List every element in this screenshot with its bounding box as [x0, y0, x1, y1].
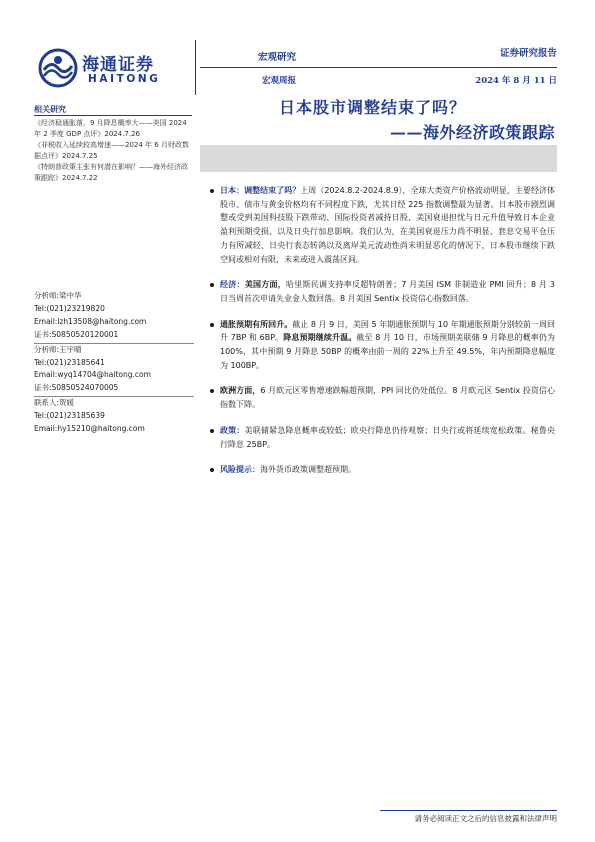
bullet-text: 截止 8 月 9 日，美国 5 年期通胀预期与 10 年期通胀预期分别较前一周回升 7BP 和 6BP。 — [220, 319, 556, 343]
analyst-cert: 证书:S0850524070005 — [34, 383, 119, 393]
bullet-label: 经济： — [220, 280, 245, 290]
analyst-tel: Tel:(021)23185641 — [34, 357, 105, 367]
bullet-label: 风险提示： — [220, 465, 260, 475]
bullet-label: 日本： — [220, 186, 245, 195]
page-title: 日本股市调整结束了吗？ — [278, 98, 466, 117]
bullet-japan — [210, 184, 555, 266]
analyst-cert: 证书:S0850520120001 — [34, 329, 119, 339]
related-item[interactable]: 《经济稳通胀落，9 月降息概率大——美国 2024 年 2 季度 GDP 点评》2024.7.26 — [34, 119, 187, 138]
footer-rule — [380, 810, 557, 811]
logo-name-en: HAITONG — [88, 73, 161, 85]
bullet-dot-icon — [210, 189, 214, 193]
bullet-text: 海外货币政策调整超预期。 — [260, 465, 356, 475]
company-logo — [38, 46, 188, 92]
bullet-text: 美联储紧急降息概率或较低；欧央行降息仍待观察；日央行或将延续宽松政策。秘鲁央行降息 25BP。 — [220, 425, 556, 449]
page-subtitle: ——海外经济政策跟踪 — [389, 123, 555, 142]
related-research-list — [34, 118, 194, 183]
report-date: 2024 年 8 月 11 日 — [475, 76, 557, 86]
title-band — [200, 145, 557, 172]
report-category: 宏观研究 — [258, 52, 297, 63]
analyst-email[interactable]: Email:wyq14704@haitong.com — [34, 370, 151, 380]
analyst-email[interactable]: Email:lzh13508@haitong.com — [34, 316, 147, 326]
bullet-europe — [210, 384, 555, 411]
bullet-text-2: 截至 8 月 10 日，市场预期美联储 9 月降息的概率仍为 100%，其中预期 9 月降息 50BP 的概率由前一周的 22%上升至 49.5%，年内预期降息幅度为 100BP。 — [220, 333, 556, 370]
analyst-contacts — [34, 290, 194, 437]
analyst-block — [34, 344, 194, 398]
logo-name-cn: 海通证券 — [82, 55, 154, 75]
bullet-lead: 调整结束了吗？ — [244, 186, 301, 195]
summary-bullets — [210, 184, 555, 489]
contact-name: 联系人:贺媛 — [34, 398, 75, 408]
bullet-dot-icon — [210, 429, 214, 433]
analyst-block — [34, 290, 194, 344]
contact-email[interactable]: Email:hy15210@haitong.com — [34, 424, 145, 434]
contact-tel: Tel:(021)23185639 — [34, 411, 105, 421]
related-research-title: 相关研究 — [34, 105, 66, 114]
analyst-name: 分析师:梁中华 — [34, 291, 82, 300]
bullet-dot-icon — [210, 283, 214, 287]
bullet-dot-icon — [210, 323, 214, 327]
analyst-tel: Tel:(021)23219820 — [34, 303, 105, 313]
report-type: 证券研究报告 — [499, 48, 557, 59]
header-divider-horizontal — [200, 67, 557, 68]
bullet-label: 政策： — [220, 425, 245, 435]
bullet-dot-icon — [210, 468, 214, 472]
bullet-lead: 美国方面， — [244, 280, 286, 290]
report-subtype: 宏观周报 — [262, 76, 297, 86]
bullet-text: 上周（2024.8.2-2024.8.9），全球大类资产价格波动明显，主要经济体股市、债市与黄金价格均有不同程度下跌，尤其日经 225 指数调整最为显著。日本股市剧烈调整或受到美国科技股下跌带动、国际投资者减持日股、美国衰退担忧与日元升值导致日本企业盈利预期受损、以及日央行加息影响。我们认为，在美国衰退压力尚不明显、套息交易平仓压力有所减轻、日央行表态转鸽以及离岸美元流动性尚未明显恶化的情况下，日本股市继续下跌空间或相对有限，未来或进入震荡区间。 — [220, 186, 555, 264]
bullet-inflation — [210, 318, 555, 373]
bullet-dot-icon — [210, 389, 214, 393]
contact-block — [34, 397, 194, 437]
footer-disclaimer: 请务必阅读正文之后的信息披露和法律声明 — [414, 814, 557, 823]
related-item[interactable]: 《特朗普政策主张有何潜在影响？——海外经济政策跟踪》2024.7.22 — [34, 162, 188, 182]
related-item[interactable]: 《非税收入延续较高增速——2024 年 6 月财政数据点评》2024.7.25 — [34, 140, 189, 160]
bullet-label: 欧洲方面， — [220, 386, 261, 396]
related-research-rule — [34, 115, 192, 116]
analyst-name: 分析师:王宇晴 — [34, 344, 82, 354]
bullet-policy — [210, 424, 555, 451]
header-divider-vertical — [195, 40, 196, 95]
bullet-risk — [210, 463, 555, 477]
bullet-label: 通胀预期有所回升。 — [220, 319, 293, 329]
bullet-text: 哈里斯民调支持率反超特朗普；7 月美国 ISM 非制造业 PMI 回升；8 月 3 日当周首次申请失业金人数回落。8 月美国 Sentix 投资信心指数回落。 — [220, 280, 555, 303]
bullet-text: 6 月欧元区零售增速跌幅超预期，PPI 同比仍处低位。8 月欧元区 Sentix 投资信心指数下降。 — [220, 386, 555, 410]
bullet-label-2: 降息预期继续升温。 — [283, 333, 357, 343]
haitong-logo-icon — [38, 48, 78, 88]
bullet-economy — [210, 278, 555, 305]
